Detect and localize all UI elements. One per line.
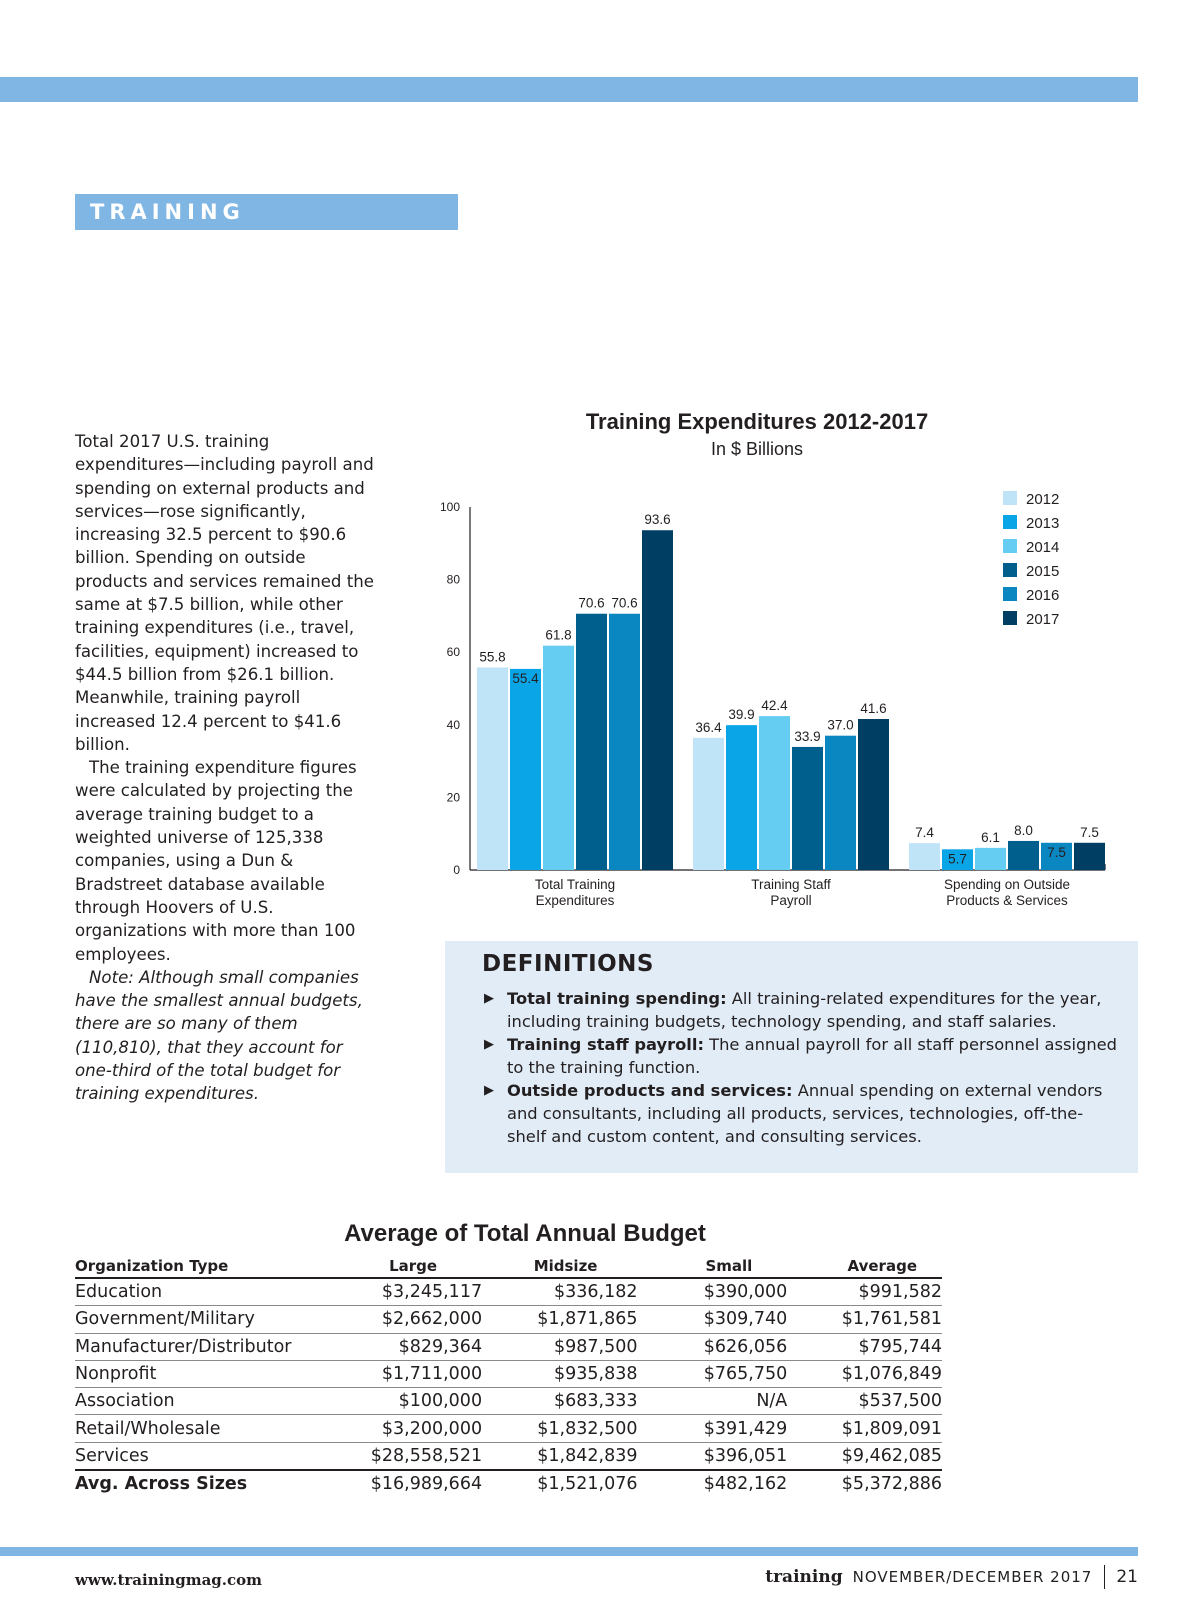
definition-text: All training-related expenditures for the year, including training budgets, technology spending, and staff salaries. <box>507 989 1102 1031</box>
bar <box>1008 841 1039 870</box>
bar-value-label: 55.8 <box>479 649 506 665</box>
row-label: Manufacturer/Distributor <box>75 1333 291 1360</box>
table-header-row <box>75 1255 942 1278</box>
table-cell: $991,582 <box>787 1278 942 1306</box>
budget-table <box>75 1255 942 1497</box>
bar-value-label: 37.0 <box>827 717 854 733</box>
legend-label: 2017 <box>1026 611 1060 628</box>
table-cell: $1,521,076 <box>482 1470 637 1497</box>
bar <box>576 614 607 870</box>
table-cell: $829,364 <box>291 1333 482 1360</box>
paragraph-1: Total 2017 U.S. training expenditures—including payroll and spending on external products and services—rose significantly, increasing 32.5 percent to $90.6 billion. Spending on outside products and services remained the same at $7.5 billion, while other training expenditures (i.e., travel, facilities, equipment) increased to $44.5 billion from $26.1 billion. Meanwhile, training payroll increased 12.4 percent to $41.6 billion. <box>75 432 374 754</box>
footer-url[interactable]: www.trainingmag.com <box>75 1571 263 1589</box>
legend-label: 2016 <box>1026 587 1060 604</box>
bar-value-label: 5.7 <box>948 851 967 867</box>
row-label: Association <box>75 1388 291 1415</box>
legend-label: 2015 <box>1026 563 1060 580</box>
bar-value-label: 55.4 <box>512 670 539 686</box>
legend-swatch <box>1003 539 1017 553</box>
table-cell: $765,750 <box>637 1360 787 1387</box>
bar-value-label: 36.4 <box>695 719 722 735</box>
table-cell: $795,744 <box>787 1333 942 1360</box>
legend-swatch <box>1003 491 1017 505</box>
column-header: Large <box>291 1255 482 1278</box>
table-cell: $336,182 <box>482 1278 637 1306</box>
definitions-title: DEFINITIONS <box>482 951 654 977</box>
y-tick-label: 60 <box>446 645 460 660</box>
definition-term: Training staff payroll: <box>507 1035 704 1054</box>
footer-issue-info <box>765 1565 1138 1589</box>
bar-value-label: 7.4 <box>915 825 934 841</box>
table-cell: $626,056 <box>637 1333 787 1360</box>
magazine-name: training <box>765 1567 843 1587</box>
table-row <box>75 1388 942 1415</box>
table-cell: $391,429 <box>637 1415 787 1442</box>
table-cell: $3,200,000 <box>291 1415 482 1442</box>
bar-value-label: 61.8 <box>545 627 572 643</box>
bar <box>909 843 940 870</box>
bar <box>792 747 823 870</box>
bar <box>642 530 673 870</box>
table-cell: $390,000 <box>637 1278 787 1306</box>
legend-swatch <box>1003 587 1017 601</box>
table-cell: $5,372,886 <box>787 1470 942 1497</box>
issue-date: NOVEMBER/DECEMBER 2017 <box>852 1568 1093 1586</box>
table-row <box>75 1415 942 1442</box>
table-cell: $2,662,000 <box>291 1306 482 1333</box>
definition-text: The annual payroll for all staff personnel assigned to the training function. <box>507 1035 1117 1077</box>
table-cell: $935,838 <box>482 1360 637 1387</box>
triangle-right-icon: ▶ <box>484 1083 494 1098</box>
bar-value-label: 33.9 <box>794 728 821 744</box>
table-total-row <box>75 1470 942 1497</box>
table-cell: $482,162 <box>637 1470 787 1497</box>
row-label: Nonprofit <box>75 1360 291 1387</box>
table-cell: N/A <box>637 1388 787 1415</box>
bar <box>477 667 508 870</box>
category-label: Payroll <box>770 893 812 908</box>
bar-value-label: 7.5 <box>1047 844 1066 860</box>
paragraph-2: The training expenditure figures were calculated by projecting the average training budget to a weighted universe of 125,338 companies, using a Dun & Bradstreet database available through Hoovers of U.S. organizations with more than 100 employees. <box>75 758 357 964</box>
row-label: Education <box>75 1278 291 1306</box>
row-label: Government/Military <box>75 1306 291 1333</box>
definition-term: Outside products and services: <box>507 1081 793 1100</box>
chart-subtitle: In $ Billions <box>710 439 804 459</box>
table-row <box>75 1360 942 1387</box>
section-tag: TRAINING EXPENDITURES <box>75 194 458 230</box>
chart-title: Training Expenditures 2012-2017 <box>585 409 929 434</box>
bar-value-label: 6.1 <box>981 829 1000 845</box>
table-cell: $3,245,117 <box>291 1278 482 1306</box>
legend-label: 2012 <box>1026 491 1060 508</box>
triangle-right-icon: ▶ <box>484 1037 494 1052</box>
y-tick-label: 80 <box>446 572 460 587</box>
top-accent-bar <box>0 77 1138 102</box>
bar-value-label: 7.5 <box>1080 824 1099 840</box>
article-body <box>75 430 375 1106</box>
footer-divider <box>1104 1565 1105 1589</box>
bar-value-label: 8.0 <box>1014 822 1033 838</box>
column-header: Organization Type <box>75 1255 291 1278</box>
table-cell: $537,500 <box>787 1388 942 1415</box>
triangle-right-icon: ▶ <box>484 991 494 1006</box>
column-header: Average <box>787 1255 942 1278</box>
bar-value-label: 41.6 <box>860 700 887 716</box>
paragraph-note: Note: Although small companies have the smallest annual budgets, there are so many of them (110,810), that they account for one-third of the total budget for training expenditures. <box>75 967 363 1104</box>
table-cell: $1,761,581 <box>787 1306 942 1333</box>
row-label: Avg. Across Sizes <box>75 1470 291 1497</box>
y-tick-label: 40 <box>446 717 460 732</box>
table-cell: $100,000 <box>291 1388 482 1415</box>
bar <box>726 725 757 870</box>
category-label: Spending on Outside <box>943 877 1071 892</box>
category-label: Total Training <box>534 877 616 892</box>
table-row <box>75 1442 942 1470</box>
table-cell: $1,809,091 <box>787 1415 942 1442</box>
category-label: Training Staff <box>751 877 831 892</box>
bar <box>975 848 1006 870</box>
table-cell: $309,740 <box>637 1306 787 1333</box>
definition-item <box>482 987 1118 1033</box>
table-cell: $9,462,085 <box>787 1442 942 1470</box>
table-cell: $1,832,500 <box>482 1415 637 1442</box>
table-cell: $1,842,839 <box>482 1442 637 1470</box>
legend-swatch <box>1003 611 1017 625</box>
table-cell: $1,711,000 <box>291 1360 482 1387</box>
row-label: Retail/Wholesale <box>75 1415 291 1442</box>
table-row <box>75 1278 942 1306</box>
definition-item <box>482 1079 1118 1148</box>
table-cell: $1,871,865 <box>482 1306 637 1333</box>
legend-swatch <box>1003 563 1017 577</box>
expenditures-chart <box>420 405 1120 915</box>
bar <box>858 719 889 870</box>
table-cell: $1,076,849 <box>787 1360 942 1387</box>
table-cell: $683,333 <box>482 1388 637 1415</box>
bar-value-label: 93.6 <box>644 512 671 528</box>
table-cell: $987,500 <box>482 1333 637 1360</box>
bar <box>543 646 574 870</box>
bar <box>1074 843 1105 870</box>
y-tick-label: 100 <box>439 500 460 514</box>
bar <box>693 738 724 870</box>
bar <box>759 716 790 870</box>
legend-swatch <box>1003 515 1017 529</box>
definition-text: Annual spending on external vendors and consultants, including all products, services, technologies, off-the-shelf and custom content, and consulting services. <box>507 1081 1103 1146</box>
table-cell: $396,051 <box>637 1442 787 1470</box>
table-cell: $16,989,664 <box>291 1470 482 1497</box>
bar-value-label: 70.6 <box>578 595 605 611</box>
row-label: Services <box>75 1442 291 1470</box>
definitions-box <box>445 941 1138 1173</box>
definition-term: Total training spending: <box>507 989 727 1008</box>
category-label: Products & Services <box>946 893 1068 908</box>
legend-label: 2013 <box>1026 515 1060 532</box>
bar <box>510 669 541 870</box>
page-number: 21 <box>1116 1567 1138 1587</box>
bar <box>825 736 856 870</box>
definition-item <box>482 1033 1118 1079</box>
y-tick-label: 20 <box>446 790 460 805</box>
category-label: Expenditures <box>535 893 615 908</box>
bar-value-label: 39.9 <box>728 707 755 723</box>
table-title: Average of Total Annual Budget <box>344 1220 706 1247</box>
bar-value-label: 42.4 <box>761 698 788 714</box>
column-header: Small <box>637 1255 787 1278</box>
table-cell: $28,558,521 <box>291 1442 482 1470</box>
bar-value-label: 70.6 <box>611 595 638 611</box>
bottom-accent-bar <box>0 1547 1138 1556</box>
table-row <box>75 1306 942 1333</box>
column-header: Midsize <box>482 1255 637 1278</box>
table-row <box>75 1333 942 1360</box>
bar <box>609 614 640 870</box>
y-tick-label: 0 <box>453 863 460 877</box>
legend-label: 2014 <box>1026 539 1060 556</box>
